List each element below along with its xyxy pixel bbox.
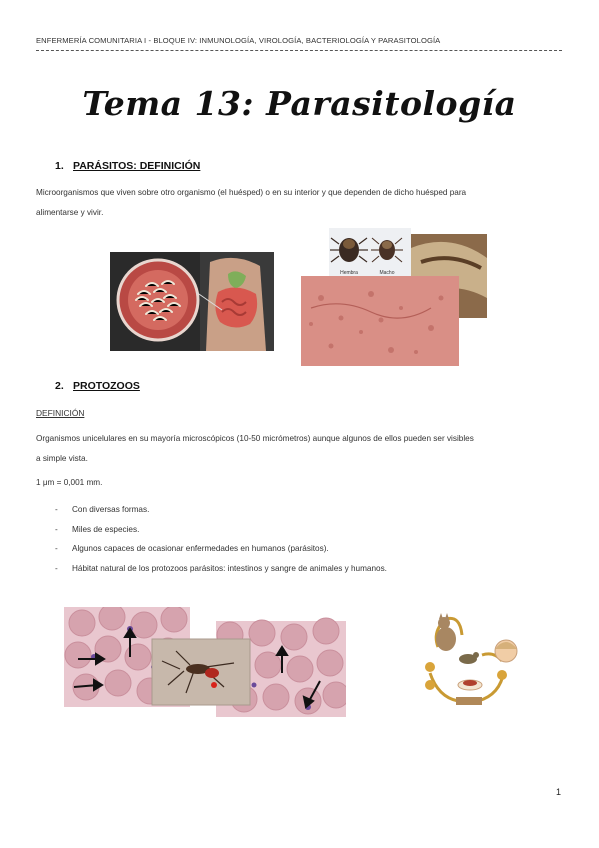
blood-smear-illustration	[64, 607, 346, 717]
section-1-paragraph	[36, 183, 562, 223]
section-2-heading	[55, 380, 140, 392]
document-header: ENFERMERÍA COMUNITARIA I - BLOQUE IV: INMUNOLOGÍA, VIROLOGÍA, BACTERIOLOGÍA Y PARASITOLOGÍA	[36, 36, 441, 45]
section-2-paragraph-line-1: Organismos unicelulares en su mayoría microscópicos (10-50 micrómetros) aunque algunos de ellos pueden ser visibles	[36, 434, 474, 443]
tick-female-label: Hembra	[340, 270, 358, 276]
section-2-paragraph-line-2: a simple vista.	[36, 454, 88, 463]
ticks-and-skin-image	[301, 228, 491, 366]
section-1-paragraph-line-2: alimentarse y vivir.	[36, 208, 104, 217]
life-cycle-illustration	[418, 611, 522, 713]
ticks-and-skin-illustration	[301, 228, 491, 366]
list-item: - Con diversas formas.	[55, 505, 150, 514]
section-1-paragraph-line-1: Microorganismos que viven sobre otro organismo (el huésped) o en su interior y que dependen de dicho huésped para	[36, 188, 467, 197]
intestinal-worms-image	[110, 252, 274, 351]
section-2-subheading: DEFINICIÓN	[36, 408, 85, 418]
unit-conversion-line: 1 μm = 0,001 mm.	[36, 478, 103, 487]
section-1-heading	[55, 160, 200, 172]
section-1-number: 1.	[55, 160, 64, 172]
page-number: 1	[556, 787, 562, 797]
intestinal-worms-illustration	[110, 252, 274, 351]
protozoa-bullet-list	[55, 500, 387, 578]
page-title: Tema 13: Parasitología	[82, 84, 517, 123]
list-item: - Hábitat natural de los protozoos parásitos: intestinos y sangre de animales y humanos.	[55, 563, 387, 573]
section-1-title: PARÁSITOS: DEFINICIÓN	[73, 160, 201, 172]
section-2-title: PROTOZOOS	[73, 380, 140, 392]
list-item: - Miles de especies.	[55, 524, 140, 534]
section-2-number: 2.	[55, 380, 64, 392]
section-2-paragraph	[36, 429, 562, 469]
header-divider	[36, 50, 562, 51]
blood-smear-image	[64, 607, 346, 717]
tick-male-label: Macho	[379, 270, 395, 276]
parasite-life-cycle-image	[418, 611, 522, 713]
list-item: - Algunos capaces de ocasionar enfermedades en humanos (parásitos).	[55, 544, 329, 553]
